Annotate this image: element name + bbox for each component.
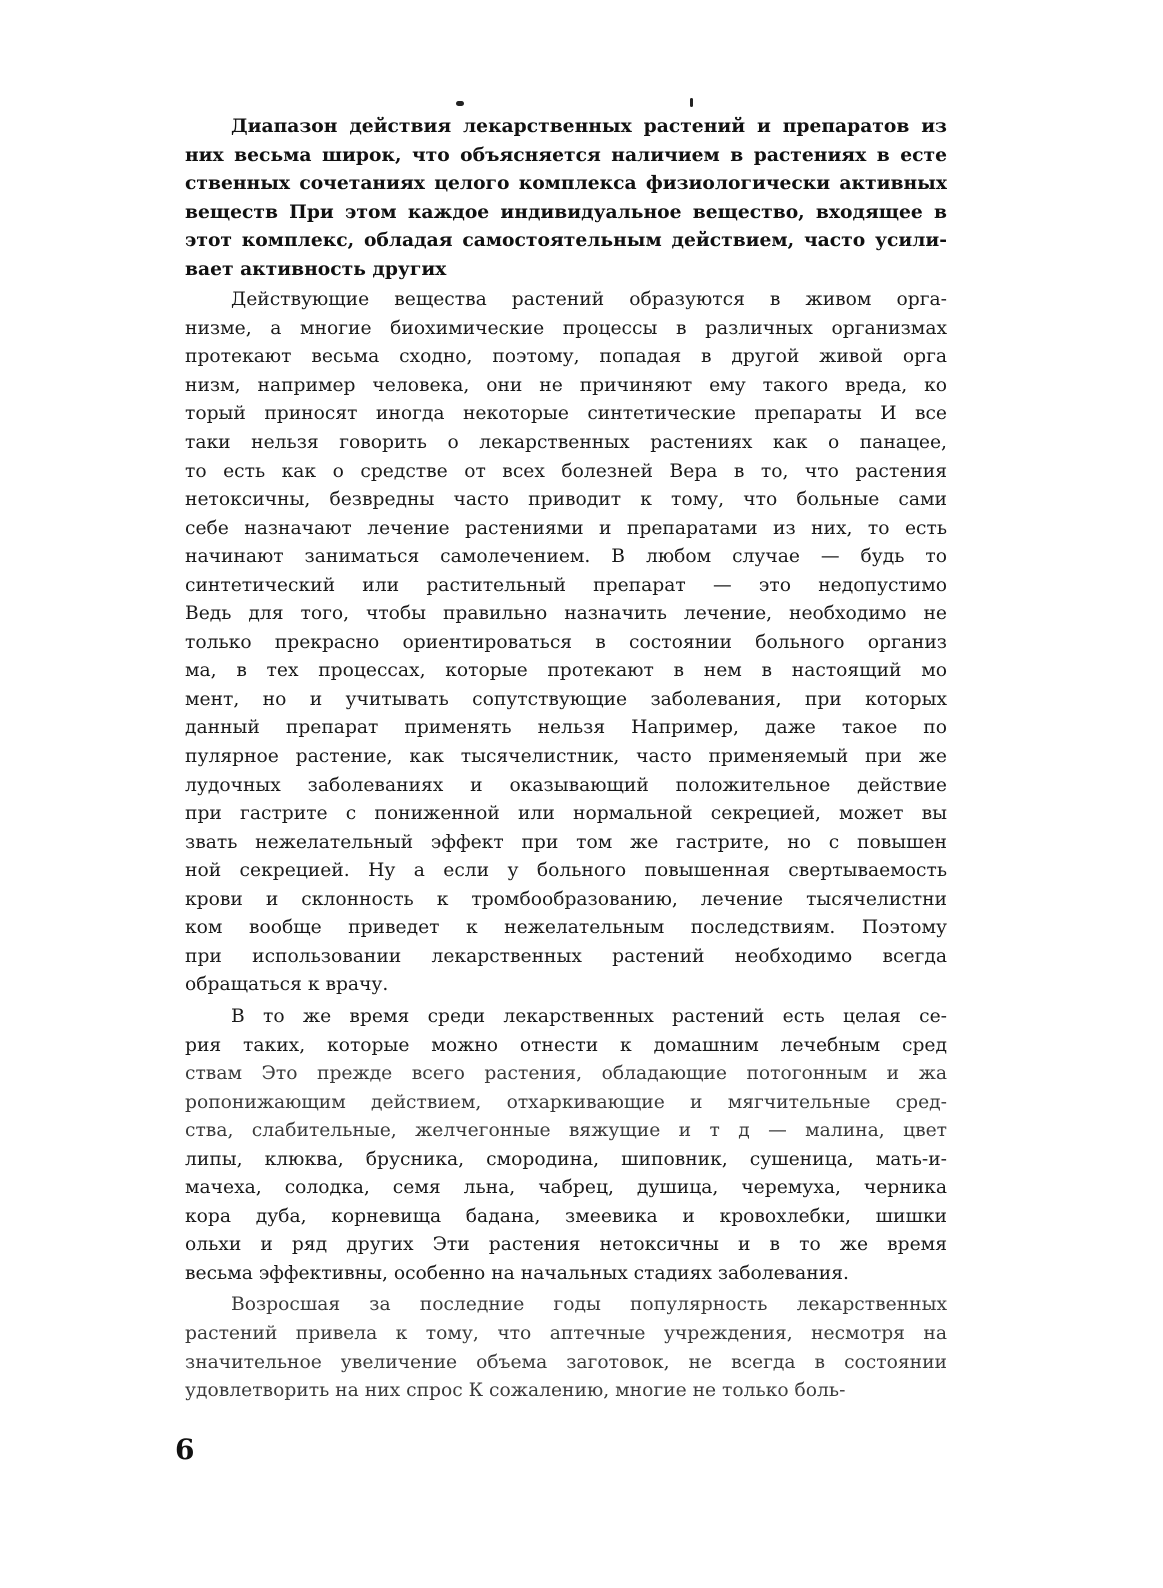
text-line: синтетический или растительный препарат — это недопустимо	[185, 574, 947, 596]
text-line: ственных сочетаниях целого комплекса физиологически активных	[185, 172, 947, 195]
text-line: таки нельзя говорить о лекарственных растениях как о панацее,	[185, 432, 947, 454]
text-line: мент, но и учитывать сопутствующие заболевания, при которых	[185, 688, 947, 710]
text-line: торый приносят иногда некоторые синтетические препараты И все	[185, 403, 947, 425]
print-speck	[456, 101, 464, 106]
text-line: ной секрецией. Ну а если у больного повышенная свертываемость	[185, 860, 947, 882]
paragraph	[185, 1003, 947, 1288]
text-line: рия таких, которые можно отнести к домашним лечебным сред	[185, 1034, 947, 1056]
text-line: значительное увеличение объема заготовок, не всегда в состоянии	[185, 1351, 947, 1373]
text-line: веществ При этом каждое индивидуальное вещество, входящее в	[185, 200, 947, 223]
text-line: нетоксичны, безвредны часто приводит к тому, что больные сами	[185, 489, 947, 511]
text-line: лудочных заболеваниях и оказывающий положительное действие	[185, 774, 947, 796]
text-line: обращаться к врачу.	[185, 974, 389, 996]
text-line: весьма эффективны, особенно на начальных стадиях заболевания.	[185, 1262, 849, 1284]
paragraph	[185, 1291, 947, 1405]
text-line: ма, в тех процессах, которые протекают в нем в настоящий мо	[185, 660, 947, 682]
text-line: них весьма широк, что объясняется наличием в растениях в есте	[185, 143, 947, 166]
text-line: себе назначают лечение растениями и препаратами из них, то есть	[185, 517, 947, 539]
print-speck	[690, 98, 693, 107]
text-line: низм, например человека, они не причиняют ему такого вреда, ко	[185, 374, 947, 396]
text-line: только прекрасно ориентироваться в состоянии больного организ	[185, 631, 947, 653]
page-number: 6	[175, 1433, 195, 1466]
text-line: этот комплекс, обладая самостоятельным действием, часто усили-	[185, 229, 947, 252]
text-line: крови и склонность к тромбообразованию, лечение тысячелистни	[185, 888, 947, 910]
text-line: звать нежелательный эффект при том же гастрите, но с повышен	[185, 831, 947, 853]
text-line: вает активность других	[185, 257, 447, 280]
text-line: кора дуба, корневища бадана, змеевика и кровохлебки, шишки	[185, 1205, 947, 1227]
text-line: мачеха, солодка, семя льна, чабрец, душица, черемуха, черника	[185, 1177, 947, 1199]
text-line: Ведь для того, чтобы правильно назначить лечение, необходимо не	[185, 603, 947, 625]
text-line: ропонижающим действием, отхаркивающие и мягчительные сред-	[185, 1091, 947, 1113]
text-line: начинают заниматься самолечением. В любом случае — будь то	[185, 546, 947, 568]
paragraph	[185, 112, 947, 283]
paragraph	[185, 286, 947, 1000]
text-line: то есть как о средстве от всех болезней Вера в то, что растения	[185, 460, 947, 482]
text-line: Возросшая за последние годы популярность лекарственных	[231, 1294, 947, 1316]
text-line: ком вообще приведет к нежелательным последствиям. Поэтому	[185, 917, 947, 939]
body-text	[185, 112, 947, 1406]
text-line: пулярное растение, как тысячелистник, часто применяемый при же	[185, 746, 947, 768]
text-line: при использовании лекарственных растений необходимо всегда	[185, 945, 947, 967]
text-line: протекают весьма сходно, поэтому, попадая в другой живой орга	[185, 346, 947, 368]
text-line: низме, а многие биохимические процессы в различных организмах	[185, 317, 947, 339]
text-line: липы, клюква, брусника, смородина, шиповник, сушеница, мать-и-	[185, 1148, 947, 1170]
text-line: Диапазон действия лекарственных растений и препаратов из	[231, 115, 947, 137]
text-line: растений привела к тому, что аптечные учреждения, несмотря на	[185, 1322, 947, 1344]
text-line: данный препарат применять нельзя Например, даже такое по	[185, 717, 947, 739]
text-line: удовлетворить на них спрос К сожалению, многие не только боль-	[185, 1380, 846, 1402]
text-line: при гастрите с пониженной или нормальной секрецией, может вы	[185, 803, 947, 825]
text-line: ства, слабительные, желчегонные вяжущие и т д — малина, цвет	[185, 1120, 947, 1142]
text-line: ствам Это прежде всего растения, обладающие потогонным и жа	[185, 1063, 947, 1085]
text-line: Действующие вещества растений образуются в живом орга-	[231, 289, 947, 311]
text-line: В то же время среди лекарственных растений есть целая се-	[231, 1005, 947, 1027]
text-line: ольхи и ряд других Эти растения нетоксичны и в то же время	[185, 1234, 947, 1256]
